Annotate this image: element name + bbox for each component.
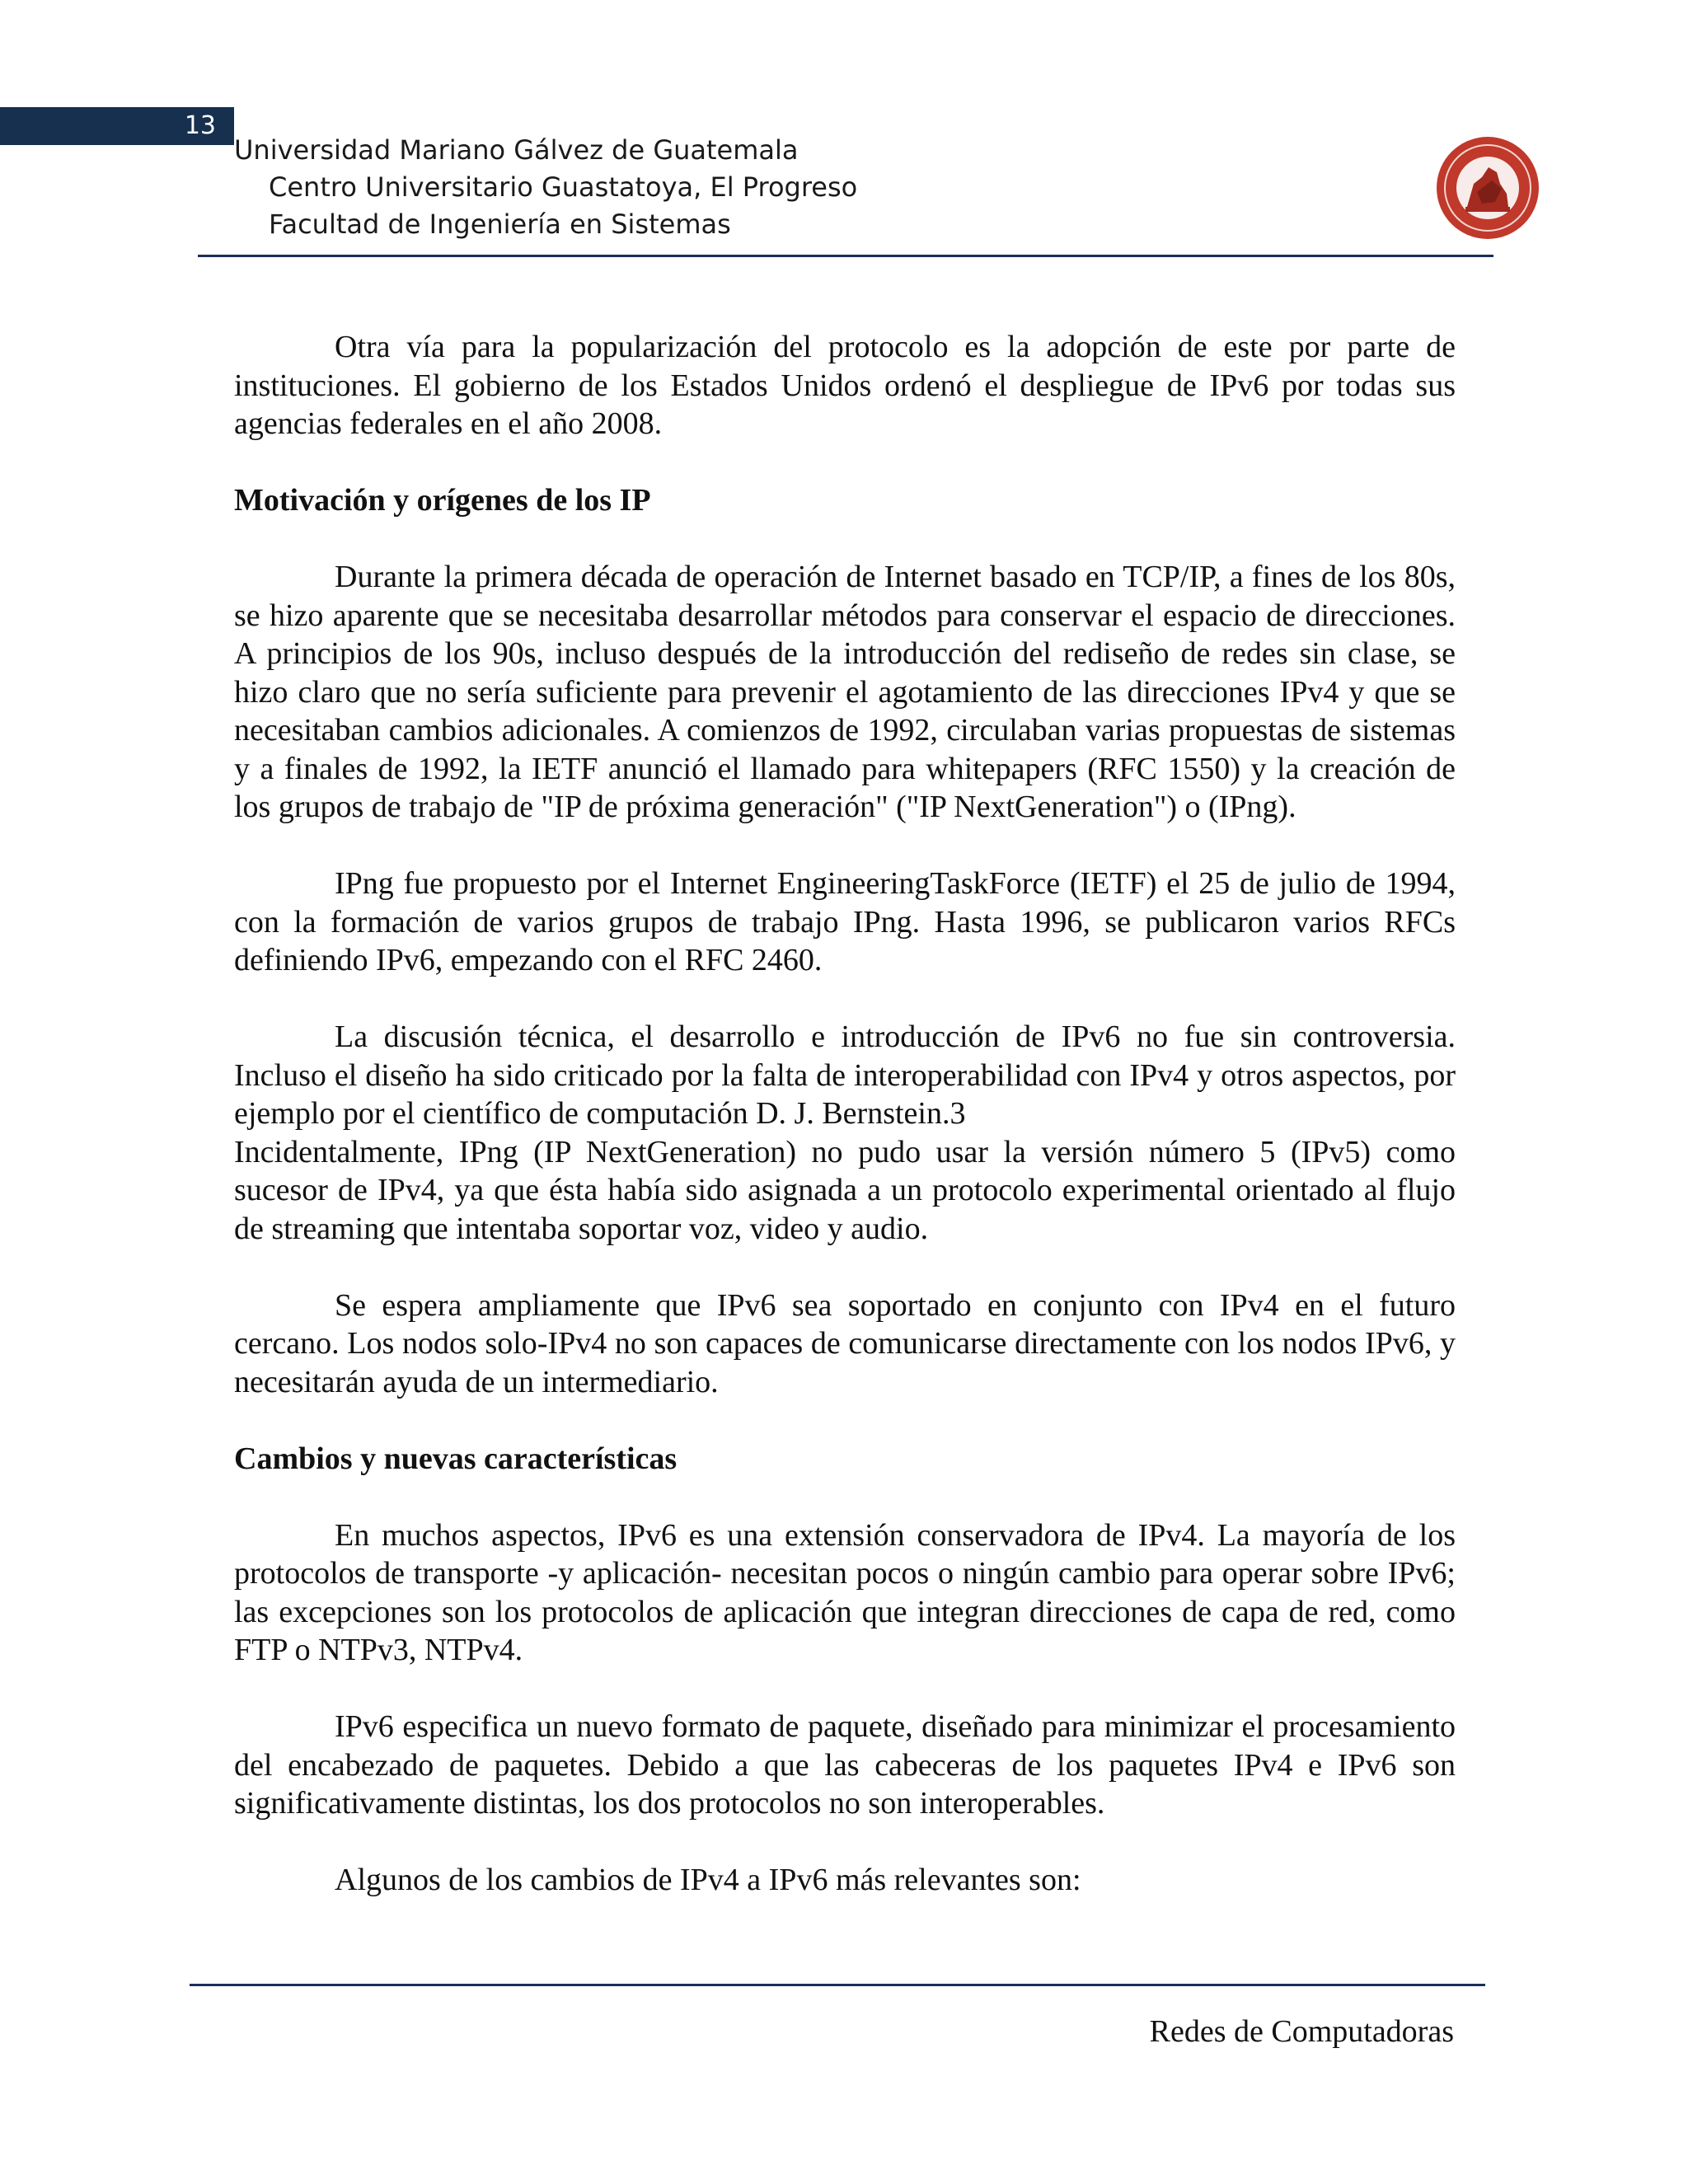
paragraph-ipng: IPng fue propuesto por el Internet EngineeringTaskForce (IETF) el 25 de julio de 1994, con la formación de varios grupos de trabajo IPng. Hasta 1996, se publicaron varios RFCs definiendo IPv6, empezando con el RFC 2460. bbox=[234, 866, 1456, 977]
footer-course-title: Redes de Computadoras bbox=[1149, 2014, 1454, 2049]
page-number: 13 bbox=[184, 111, 216, 140]
paragraph-incidentalmente: Incidentalmente, IPng (IP NextGeneration) no pudo usar la versión número 5 (IPv5) como sucesor de IPv4, ya que ésta había sido asignada a un protocolo experimental orientado al flujo de streaming que intentaba soportar voz, video y audio. bbox=[234, 1134, 1456, 1246]
paragraph-decada: Durante la primera década de operación de Internet basado en TCP/IP, a fines de los 80s, se hizo aparente que se necesitaba desarrollar métodos para conservar el espacio de direcciones. A principios de los 90s, incluso después de la introducción del rediseño de redes sin clase, se hizo claro que no sería suficiente para prevenir el agotamiento de las direcciones IPv4 y que se necesitaban cambios adicionales. A comienzos de 1992, circulaban varias propuestas de sistemas y a finales de 1992, la IETF anunció el llamado para whitepapers (RFC 1550) y la creación de los grupos de trabajo de "IP de próxima generación" ("IP NextGeneration") o (IPng). bbox=[234, 560, 1456, 824]
faculty-name: Facultad de Ingeniería en Sistemas bbox=[269, 209, 731, 240]
heading-cambios: Cambios y nuevas características bbox=[234, 1441, 678, 1476]
campus-name: Centro Universitario Guastatoya, El Progreso bbox=[269, 171, 858, 203]
paragraph-formato: IPv6 especifica un nuevo formato de paquete, diseñado para minimizar el procesamiento del encabezado de paquetes. Debido a que las cabeceras de los paquetes IPv4 e IPv6 son significativamente distintas, los dos protocolos no son interoperables. bbox=[234, 1709, 1456, 1821]
paragraph-extension: En muchos aspectos, IPv6 es una extensión conservadora de IPv4. La mayoría de los protocolos de transporte -y aplicación- necesitan pocos o ningún cambio para operar sobre IPv6; las excepciones son los protocolos de aplicación que integran direcciones de capa de red, como FTP o NTPv3, NTPv4. bbox=[234, 1517, 1456, 1667]
paragraph-cambios-lista: Algunos de los cambios de IPv4 a IPv6 más relevantes son: bbox=[335, 1863, 1081, 1897]
university-name: Universidad Mariano Gálvez de Guatemala bbox=[234, 134, 799, 166]
paragraph-popularizacion: Otra vía para la popularización del protocolo es la adopción de este por parte de instituciones. El gobierno de los Estados Unidos ordenó el despliegue de IPv6 por todas sus agencias federales en el año 2008. bbox=[234, 330, 1456, 441]
page-number-bar bbox=[0, 107, 234, 145]
heading-motivacion: Motivación y orígenes de los IP bbox=[234, 483, 651, 518]
paragraph-discusion: La discusión técnica, el desarrollo e introducción de IPv6 no fue sin controversia. Incluso el diseño ha sido criticado por la falta de interoperabilidad con IPv4 y otros aspectos, por ejemplo por el científico de computación D. J. Bernstein.3 bbox=[234, 1019, 1456, 1131]
document-body bbox=[234, 328, 1456, 1900]
university-seal-icon bbox=[1434, 134, 1541, 241]
paragraph-soporte: Se espera ampliamente que IPv6 sea soportado en conjunto con IPv4 en el futuro cercano. Los nodos solo-IPv4 no son capaces de comunicarse directamente con los nodos IPv6, y necesitarán ayuda de un intermediario. bbox=[234, 1287, 1456, 1399]
header-rule bbox=[198, 255, 1493, 257]
footer-rule bbox=[190, 1984, 1485, 1986]
